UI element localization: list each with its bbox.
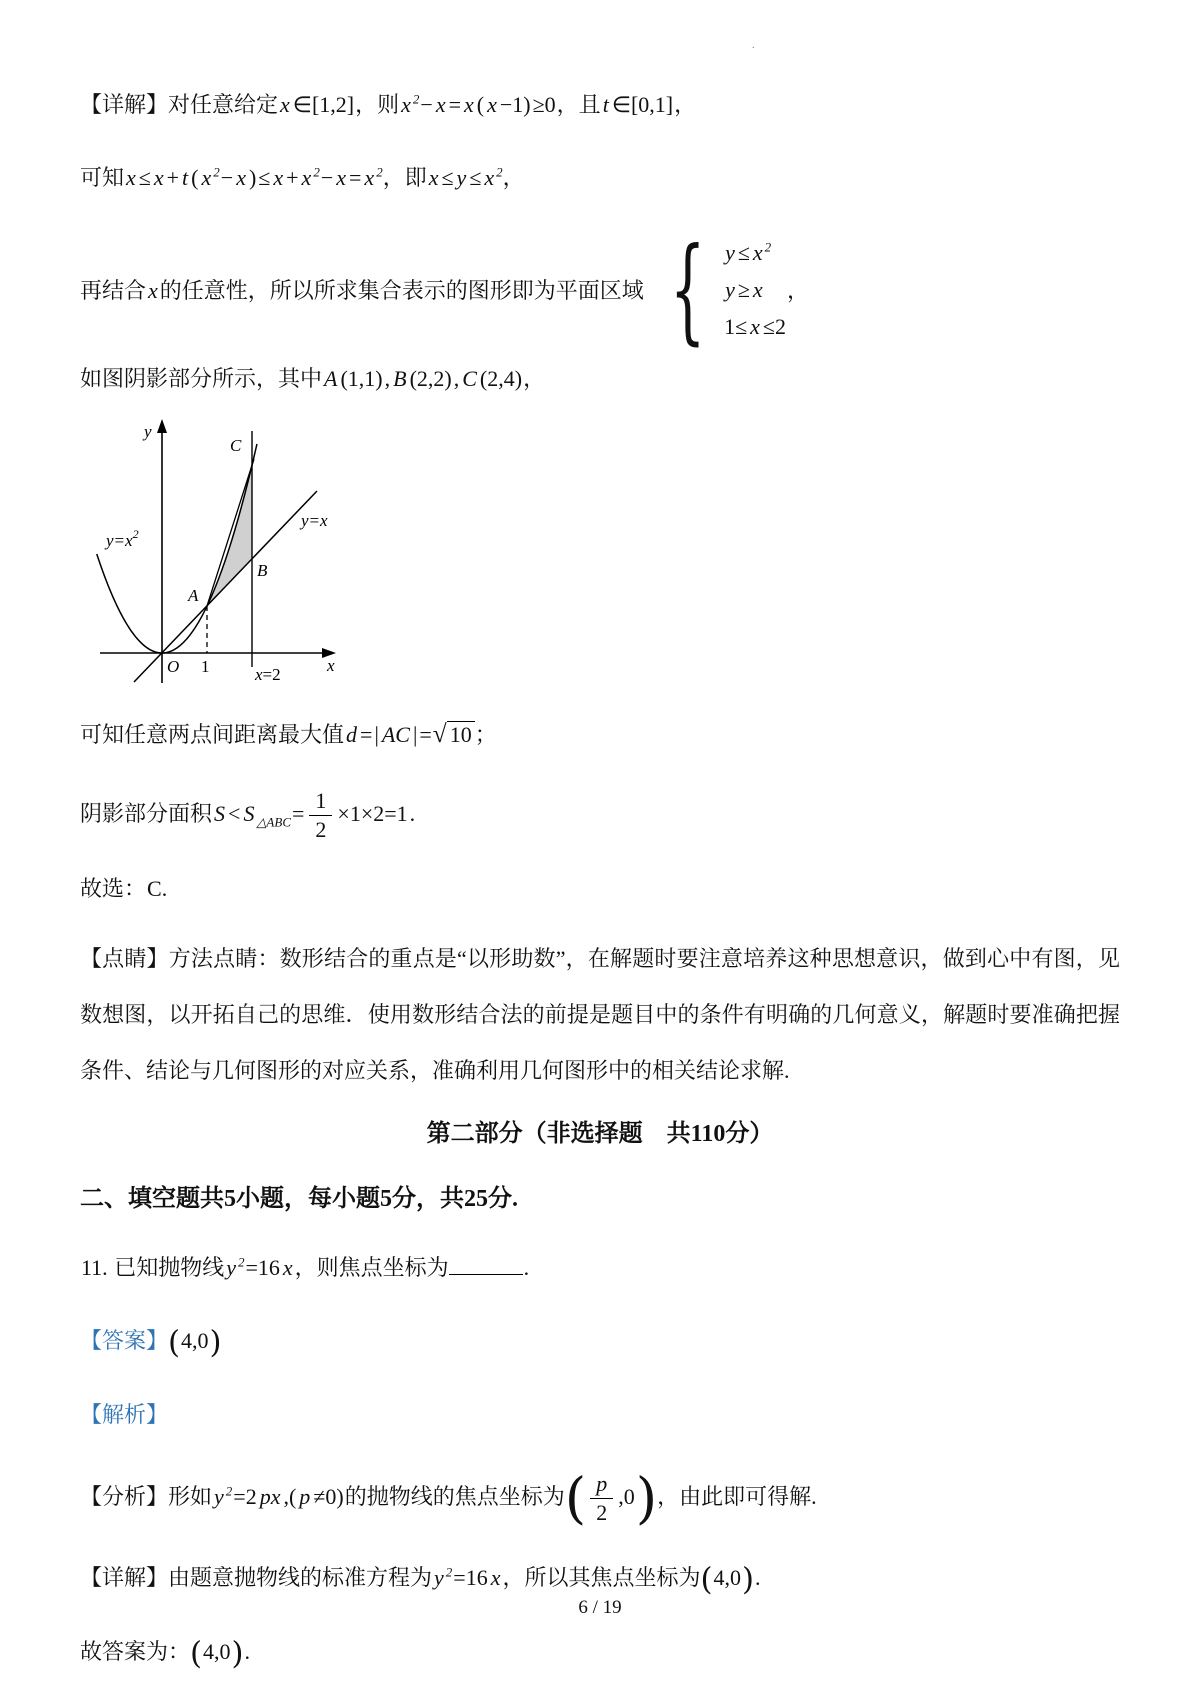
math-seg-r: ≥	[737, 277, 750, 303]
math-seg-cn: ，	[502, 165, 525, 190]
coordinate-figure	[94, 413, 1120, 690]
question-11-line	[80, 1251, 1120, 1284]
label-curve-yx2: $y=x^2$	[106, 527, 139, 550]
math-seg-cn: 【分析】形如	[80, 1484, 213, 1510]
distance-line	[80, 716, 1120, 754]
math-seg-m: x	[750, 313, 760, 339]
math-seg-r: −	[420, 92, 433, 117]
answer-blank	[449, 1252, 523, 1275]
math-seg-r: 11.	[81, 1255, 114, 1280]
math-seg-m: x	[752, 277, 763, 303]
math-seg-cn: 【详解】由题意抛物线的标准方程为	[80, 1564, 433, 1590]
math-seg-r: ≤2	[762, 313, 786, 339]
math-seg-cn: ，	[786, 277, 809, 303]
math-seg-r: ≤	[258, 165, 271, 190]
math-seg-m: C	[462, 366, 477, 391]
label-origin: O	[167, 657, 180, 676]
math-superscript: 2	[412, 91, 420, 107]
math-seg-m: x	[490, 1564, 501, 1590]
math-seg-r: =	[448, 92, 461, 117]
math-seg-tall: )	[742, 1561, 755, 1598]
math-seg-cn: 故选：	[80, 875, 147, 901]
y-axis-arrow-icon	[157, 419, 167, 433]
math-seg-r: −1)	[499, 92, 531, 117]
math-seg-m: x	[487, 92, 497, 117]
region-system-line	[80, 223, 1120, 357]
math-seg-r: =16	[245, 1255, 280, 1280]
math-sqrt	[433, 722, 475, 747]
math-seg-r: ≠0)	[313, 1484, 344, 1510]
math-seg-r: ≤	[737, 240, 750, 266]
system-rows	[723, 238, 787, 341]
math-seg-cn: 的抛物线的焦点坐标为	[344, 1484, 565, 1510]
label-point-B: B	[257, 561, 268, 580]
sqrt-radicand: 10	[447, 721, 475, 747]
math-seg-cn: ，则焦点坐标为	[294, 1255, 449, 1280]
detail-line-q10	[80, 88, 1120, 121]
math-seg-r: =	[292, 800, 305, 826]
math-seg-tall: (	[168, 1324, 181, 1361]
math-seg-m: px	[259, 1484, 281, 1510]
math-superscript: 2	[313, 164, 320, 180]
math-seg-m: AC	[381, 722, 410, 747]
math-seg-r: +	[166, 165, 180, 190]
math-seg-m: y	[725, 240, 735, 266]
fraction-denominator: 2	[596, 1500, 608, 1526]
math-seg-m: t	[182, 165, 189, 190]
math-seg-cn: ，由此即可得解.	[657, 1484, 817, 1510]
math-seg-cn: 故答案为：	[80, 1638, 191, 1664]
math-seg-r: .	[523, 1255, 530, 1280]
math-seg-cn: 已知抛物线	[114, 1255, 225, 1280]
final-answer-line	[80, 1635, 1120, 1672]
math-seg-m: p	[299, 1484, 311, 1510]
math-seg-r: ≤	[138, 165, 151, 190]
math-seg-r: −	[220, 165, 234, 190]
math-seg-m: x	[428, 165, 439, 190]
math-seg-r: =	[360, 722, 373, 747]
math-seg-r: ≥0	[532, 92, 556, 117]
math-seg-m: y	[434, 1564, 444, 1590]
math-seg-r: ≤	[469, 165, 482, 190]
math-seg-m: x	[464, 92, 474, 117]
system-row	[723, 312, 787, 342]
math-seg-m: x	[484, 165, 495, 190]
math-seg-tall: (	[190, 1635, 203, 1672]
part2-heading: 第二部分（非选择题 共110分）	[426, 1121, 774, 1147]
math-seg-m: y	[456, 165, 467, 190]
math-subscript: △ABC	[256, 814, 291, 830]
label-one: 1	[201, 657, 210, 676]
math-seg-r: ∈[0,1]	[611, 92, 674, 117]
math-seg-r: =2	[233, 1484, 257, 1510]
math-seg-m: x	[752, 240, 763, 266]
math-seg-r: |	[412, 722, 418, 747]
math-seg-r: ∈[1,2]	[292, 92, 355, 117]
math-superscript: 2	[213, 164, 220, 180]
label-point-C: C	[230, 436, 242, 455]
area-line	[80, 788, 1120, 844]
fraction-denominator: 2	[315, 817, 327, 843]
figure-svg	[94, 413, 344, 685]
math-seg-m: d	[346, 722, 358, 747]
inequality-line	[80, 161, 1120, 194]
math-seg-r: .	[244, 1638, 251, 1664]
math-seg-r: 4,0	[181, 1328, 209, 1353]
math-seg-r: ,	[384, 366, 391, 391]
math-seg-m: t	[602, 92, 609, 117]
math-seg-m: x	[148, 277, 158, 303]
math-superscript: 2	[376, 164, 383, 180]
math-seg-tall: (	[700, 1561, 713, 1598]
math-seg-m: y	[725, 277, 735, 303]
math-seg-m: x	[435, 92, 446, 117]
math-seg-r: +	[286, 165, 299, 190]
math-seg-cn: 【详解】对任意给定	[80, 92, 279, 117]
equation-system	[652, 223, 787, 357]
math-seg-cn: 的任意性，所以所求集合表示的图形即为平面区域	[159, 277, 644, 303]
math-seg-r: =	[349, 165, 362, 190]
points-line	[80, 362, 1120, 395]
math-seg-cn: 再结合	[80, 277, 147, 303]
math-seg-r: (	[191, 165, 199, 190]
math-seg-m: x	[282, 1255, 293, 1280]
label-x-axis: x	[327, 656, 335, 675]
section2-heading: 二、填空题共5小题，每小题5分，共25分.	[80, 1186, 518, 1212]
math-seg-r: ,0	[618, 1484, 635, 1510]
fraction-numerator: 1	[309, 788, 332, 816]
math-seg-cn: ，即	[382, 165, 427, 190]
math-seg-big: (	[564, 1466, 587, 1531]
math-seg-m: x	[126, 165, 136, 190]
label-point-A: A	[188, 586, 199, 605]
math-seg-m: B	[393, 366, 407, 391]
math-seg-cn: 可知	[80, 165, 125, 190]
math-seg-r: C.	[147, 875, 168, 901]
math-seg-m: x	[401, 92, 411, 117]
math-seg-r: .	[755, 1564, 761, 1590]
math-seg-tall: )	[231, 1635, 244, 1672]
answer-choice-line	[80, 872, 1120, 905]
math-fraction	[309, 788, 332, 844]
math-seg-tall: )	[209, 1324, 222, 1361]
math-seg-r: 4,0	[203, 1638, 231, 1664]
math-seg-cn: ，且	[556, 92, 601, 117]
math-seg-m: A	[324, 366, 338, 391]
math-seg-m: y	[214, 1484, 224, 1510]
math-seg-cn: 如图阴影部分所示，其中	[80, 366, 323, 391]
math-seg-m: x	[364, 165, 375, 190]
math-seg-r: 4,0	[713, 1564, 741, 1590]
math-seg-r: <	[228, 800, 241, 826]
math-superscript: 2	[225, 1483, 233, 1499]
math-seg-r: (2,4)	[479, 366, 523, 391]
page-number: 6 / 19	[578, 1597, 622, 1618]
math-seg-cn: ，	[674, 92, 697, 117]
math-seg-m: S	[243, 800, 255, 826]
fenxi-line	[80, 1466, 1120, 1531]
fraction-numerator: p	[590, 1471, 613, 1499]
math-superscript: 2	[445, 1564, 453, 1580]
stray-dot: .	[752, 40, 755, 51]
math-seg-cn: ，	[523, 366, 546, 391]
math-seg-m: x	[280, 92, 290, 117]
math-seg-r: =16	[453, 1564, 488, 1590]
math-seg-cn: ，所以其焦点坐标为	[502, 1564, 701, 1590]
math-seg-m: S	[214, 800, 226, 826]
math-seg-r: ×1×2=1	[337, 800, 408, 826]
math-seg-blue: 【答案】	[80, 1328, 169, 1353]
jiexi-line	[80, 1398, 1120, 1431]
math-seg-m: x	[153, 165, 164, 190]
math-seg-m: x	[201, 165, 212, 190]
math-fraction	[590, 1471, 613, 1527]
math-seg-r: .	[409, 800, 416, 826]
math-seg-m: x	[273, 165, 284, 190]
math-seg-r: ,(	[283, 1484, 297, 1510]
math-seg-r: |	[374, 722, 379, 747]
answer-11-line	[80, 1324, 1120, 1361]
math-seg-cn: 阴影部分面积	[80, 800, 213, 826]
math-seg-cn: ，则	[355, 92, 400, 117]
math-superscript: 2	[764, 240, 772, 256]
math-seg-r: )	[248, 165, 257, 190]
label-x2: x=2	[255, 665, 281, 684]
math-seg-big: )	[635, 1466, 658, 1531]
label-y-axis: y	[144, 422, 152, 441]
system-row	[723, 275, 787, 305]
math-seg-m: x	[336, 165, 346, 190]
math-seg-r: (1,1)	[340, 366, 383, 391]
math-seg-blue: 【解析】	[80, 1402, 169, 1428]
math-seg-cn: 可知任意两点间距离最大值	[80, 722, 345, 747]
math-seg-r: −	[320, 165, 334, 190]
math-seg-m: y	[226, 1255, 236, 1280]
math-superscript: 2	[496, 164, 503, 180]
math-seg-m: x	[301, 165, 312, 190]
system-brace: {	[669, 223, 706, 357]
math-seg-r: ,	[453, 366, 460, 391]
math-seg-r: (2,2)	[409, 366, 452, 391]
method-note: 【点睛】方法点睛：数形结合的重点是“以形助数”，在解题时要注意培养这种思想意识，做到心中有图，见数想图，以开拓自己的思维．使用数形结合法的前提是题目中的条件有明确的几何意义，解题时要准确把握条件、结论与几何图形的对应关系，准确利用几何图形中的相关结论求解.	[80, 945, 1120, 1083]
math-seg-r: ≤	[441, 165, 454, 190]
sqrt-sign: √	[432, 720, 447, 748]
math-seg-cn: ；	[474, 722, 497, 747]
math-superscript: 2	[237, 1254, 245, 1270]
math-seg-r: =	[419, 722, 432, 747]
math-seg-r: 1≤	[724, 313, 748, 339]
math-seg-m: x	[236, 165, 246, 190]
system-row	[723, 238, 787, 268]
label-line-yx: y=x	[301, 511, 328, 530]
math-seg-r: (	[476, 92, 485, 117]
detail-line-q11	[80, 1561, 1120, 1598]
